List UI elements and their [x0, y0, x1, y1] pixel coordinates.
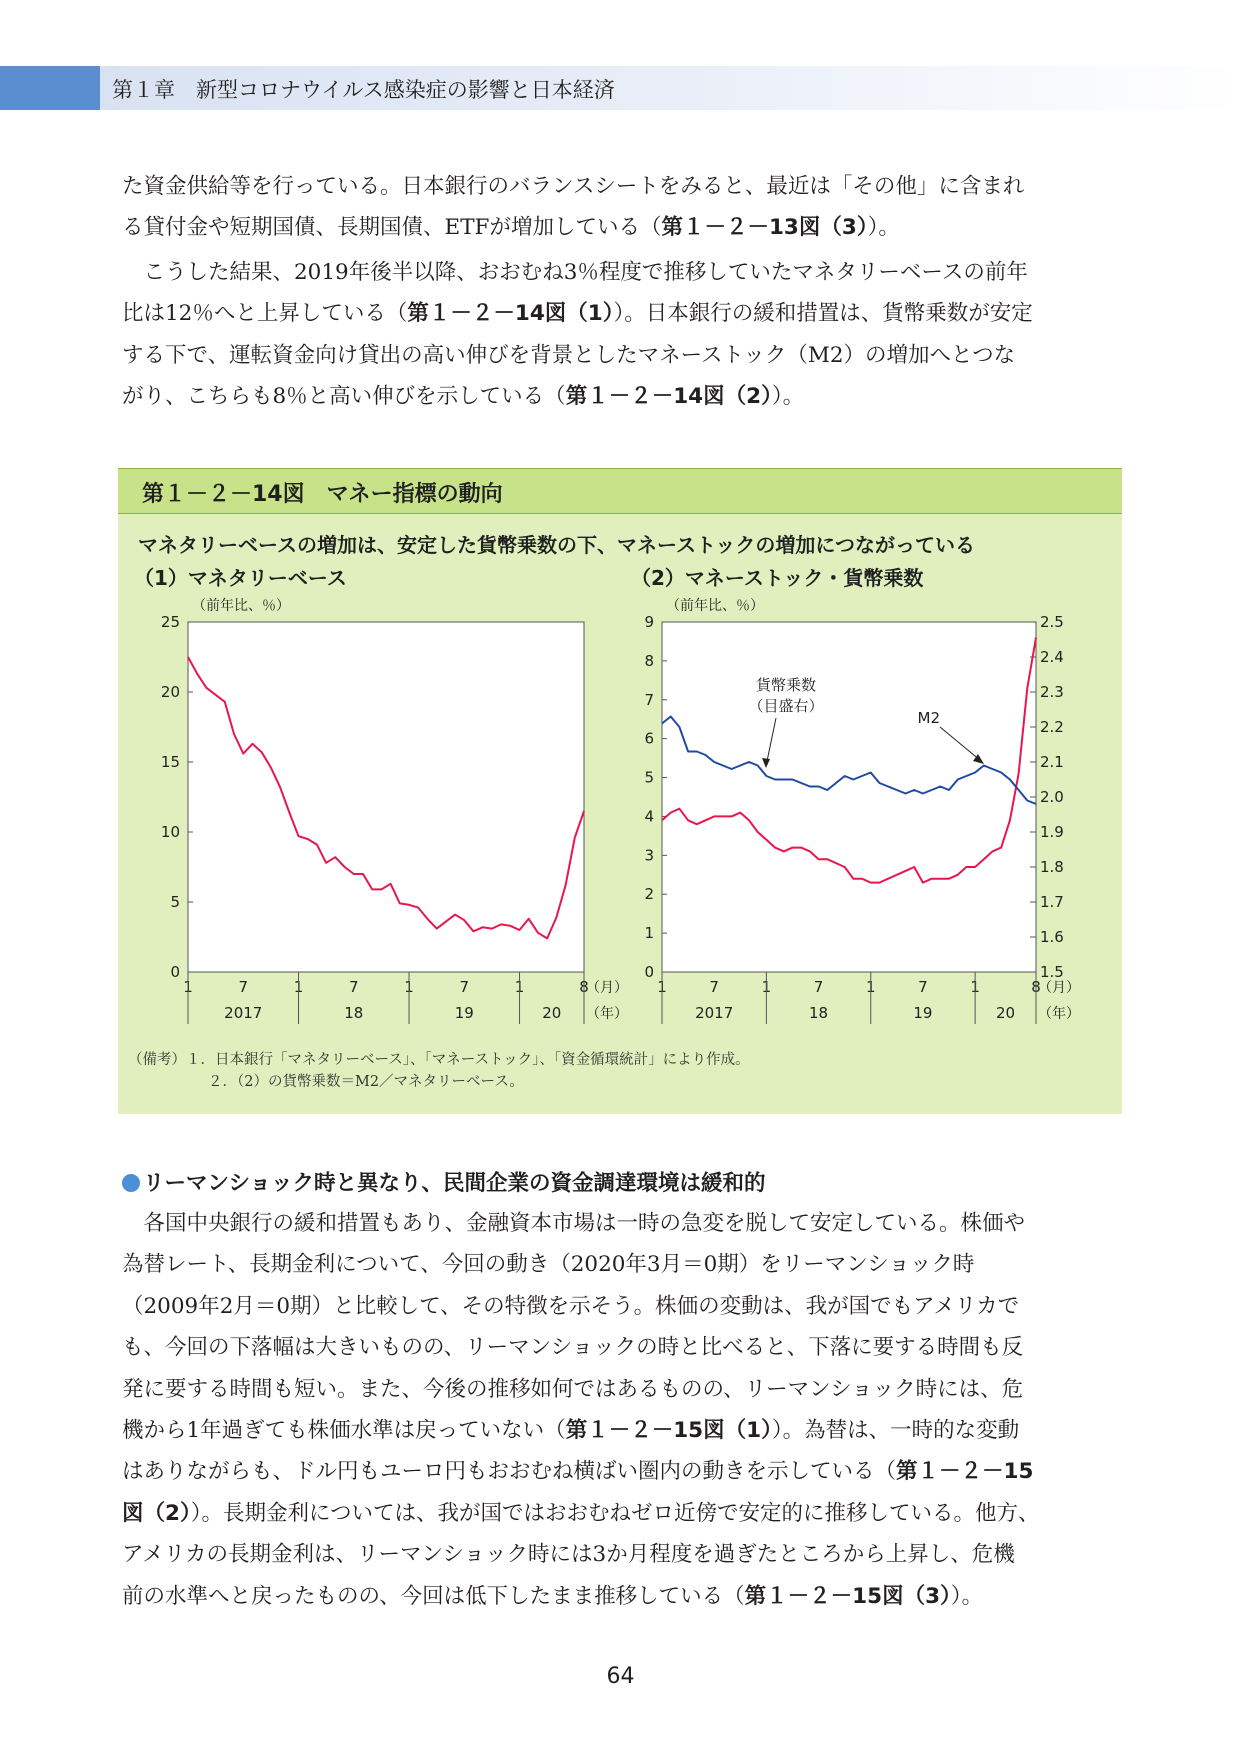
- x-month-label: 7: [348, 978, 359, 996]
- paragraph-3-line-5: 発に要する時間も短い。また、今後の推移如何ではあるものの、リーマンショック時には、危: [122, 1376, 1024, 1402]
- chapter-header-tab: [0, 66, 100, 110]
- y2-tick-label: 2.4: [1040, 648, 1064, 666]
- x-month-unit: （月）: [586, 980, 628, 996]
- chapter-header-title: 第１章 新型コロナウイルス感染症の影響と日本経済: [112, 78, 615, 102]
- x-month-unit: （月）: [1038, 980, 1080, 996]
- x-month-label: 1: [293, 978, 304, 996]
- x-year-label: 2017: [695, 1004, 734, 1022]
- x-year-label: 2017: [224, 1004, 263, 1022]
- figure-title: 第１－２－14図 マネー指標の動向: [142, 482, 503, 507]
- y-tick-label: 1: [644, 924, 654, 943]
- x-year-unit: （年）: [586, 1006, 628, 1022]
- panel-1-title: （1）マネタリーベース: [134, 566, 347, 590]
- paragraph-2-line-2: 比は12％へと上昇している（第１－２－14図（1））。日本銀行の緩和措置は、貨幣乗数が安定: [122, 301, 1033, 327]
- y2-tick-label: 2.3: [1040, 683, 1064, 701]
- y-tick-label: 6: [644, 729, 654, 748]
- y2-tick-label: 1.5: [1040, 963, 1064, 981]
- charts-canvas: [118, 469, 1122, 1114]
- x-month-label: 1: [404, 978, 414, 996]
- x-month-label: 1: [183, 978, 193, 996]
- paragraph-2-line-4: がり、こちらも8％と高い伸びを示している（第１－２－14図（2））。: [122, 384, 805, 410]
- annotation-multiplier-label: 貨幣乗数: [755, 676, 817, 694]
- y-tick-label: 0: [170, 963, 180, 981]
- y-tick-label: 20: [160, 683, 180, 701]
- y-tick-label: 15: [160, 753, 180, 771]
- y2-tick-label: 1.8: [1040, 858, 1064, 876]
- x-month-label: 1: [761, 978, 772, 996]
- figure-reference: 第１－２－14図（2）: [565, 384, 772, 410]
- x-year-label: 18: [809, 1004, 829, 1022]
- x-year-unit: （年）: [1038, 1006, 1080, 1022]
- figure-reference: 第１－２－13図（3）: [661, 215, 868, 241]
- paragraph-3: [122, 1203, 1118, 1617]
- paragraph-1: [122, 166, 1118, 249]
- x-month-label: 1: [657, 978, 667, 996]
- y-tick-label: 0: [644, 963, 654, 981]
- x-month-label: 7: [459, 978, 470, 996]
- notes-line-2: ２．（2）の貨幣乗数＝M2／マネタリーベース。: [208, 1074, 524, 1090]
- y-tick-label: 25: [160, 613, 180, 631]
- y2-tick-label: 1.7: [1040, 893, 1064, 911]
- section-heading-text: リーマンショック時と異なり、民間企業の資金調達環境は緩和的: [143, 1171, 766, 1196]
- paragraph-2: [122, 252, 1118, 418]
- y-tick-label: 8: [644, 651, 654, 670]
- x-month-label: 8: [579, 978, 589, 996]
- paragraph-3-line-7: はありながらも、ドル円もユーロ円もおおむね横ばい圏内の動きを示している（第１－２－15: [122, 1459, 1034, 1485]
- x-month-label: 7: [709, 978, 719, 996]
- x-month-label: 7: [918, 978, 928, 996]
- y-tick-label: 3: [644, 846, 654, 865]
- bullet-icon: [122, 1174, 140, 1192]
- paragraph-3-line-6: 機から1年過ぎても株価水準は戻っていない（第１－２－15図（1））。為替は、一時的な変動: [122, 1418, 1020, 1444]
- y2-tick-label: 2.0: [1040, 788, 1064, 806]
- section-heading: [122, 1166, 766, 1197]
- y2-tick-label: 2.1: [1040, 753, 1064, 771]
- x-month-label: 8: [1031, 978, 1041, 996]
- x-year-label: 19: [454, 1004, 474, 1022]
- y-tick-label: 4: [644, 807, 654, 826]
- x-year-label: 20: [996, 1004, 1016, 1022]
- panel-1-unit: （前年比、％）: [192, 598, 290, 614]
- figure-reference: 第１－２－15図（1）: [565, 1418, 772, 1444]
- y2-tick-label: 1.9: [1040, 823, 1064, 841]
- notes-line-1: （備考）１．日本銀行「マネタリーベース」、「マネーストック」、「資金循環統計」により作成。: [128, 1052, 750, 1068]
- y-tick-label: 2: [644, 885, 654, 904]
- x-year-label: 20: [542, 1004, 562, 1022]
- paragraph-3-line-10: 前の水準へと戻ったものの、今回は低下したまま推移している（第１－２－15図（3））。: [122, 1583, 984, 1609]
- panel-2-title: （2）マネーストック・貨幣乗数: [631, 566, 924, 590]
- x-year-label: 18: [344, 1004, 364, 1022]
- figure-subtitle: マネタリーベースの増加は、安定した貨幣乗数の下、マネーストックの増加につながっている: [138, 533, 975, 557]
- y-tick-label: 10: [160, 823, 180, 841]
- y2-tick-label: 2.5: [1040, 613, 1064, 631]
- paragraph-3-line-3: （2009年2月＝0期）と比較して、その特徴を示そう。株価の変動は、我が国でもアメリカで: [122, 1293, 1020, 1319]
- figure-reference: 図（2）: [122, 1500, 191, 1526]
- y2-tick-label: 1.6: [1040, 928, 1064, 946]
- figure-reference: 第１－２－15図（3）: [744, 1583, 951, 1609]
- figure-box: [118, 468, 1122, 1114]
- paragraph-2-line-3: する下で、運転資金向け貸出の高い伸びを背景としたマネーストック（M2）の増加へとつな: [122, 342, 1016, 368]
- paragraph-3-line-2: 為替レート、長期金利について、今回の動き（2020年3月＝0期）をリーマンショック時: [122, 1252, 975, 1278]
- paragraph-2-line-1: こうした結果、2019年後半以降、おおむね3％程度で推移していたマネタリーベースの前年: [143, 260, 1028, 285]
- figure-reference: 第１－２－14図（1）: [407, 301, 614, 327]
- paragraph-3-line-1: 各国中央銀行の緩和措置もあり、金融資本市場は一時の急変を脱して安定している。株価や: [143, 1211, 1026, 1236]
- page-number: 64: [606, 1664, 635, 1689]
- plot-area-2: [662, 622, 1036, 972]
- paragraph-1-line-2: る貸付金や短期国債、長期国債、ETFが増加している（第１－２－13図（3））。: [122, 215, 900, 241]
- y-tick-label: 9: [644, 613, 654, 631]
- paragraph-3-line-8: 図（2））。長期金利については、我が国ではおおむねゼロ近傍で安定的に推移している。他方、: [122, 1500, 1040, 1526]
- plot-area-1: [188, 622, 584, 972]
- figure-reference: 第１－２－15: [896, 1459, 1034, 1485]
- paragraph-3-line-9: アメリカの長期金利は、リーマンショック時には3か月程度を過ぎたところから上昇し、危機: [122, 1542, 1015, 1568]
- y-tick-label: 5: [170, 893, 180, 911]
- panel-2-unit: （前年比、％）: [666, 598, 764, 614]
- y-tick-label: 5: [644, 768, 654, 787]
- annotation-m2-label: M2: [917, 709, 940, 727]
- x-year-label: 19: [913, 1004, 933, 1022]
- x-month-label: 7: [238, 978, 249, 996]
- paragraph-3-line-4: も、今回の下落幅は大きいものの、リーマンショックの時と比べると、下落に要する時間も反: [122, 1335, 1024, 1361]
- y-tick-label: 7: [644, 690, 654, 709]
- x-month-label: 1: [970, 978, 980, 996]
- paragraph-1-line-1: た資金供給等を行っている。日本銀行のバランスシートをみると、最近は「その他」に含まれ: [122, 174, 1025, 199]
- annotation-multiplier-sub: （目盛右）: [748, 697, 824, 715]
- x-month-label: 1: [865, 978, 876, 996]
- x-month-label: 1: [514, 978, 525, 996]
- y2-tick-label: 2.2: [1040, 718, 1064, 736]
- x-month-label: 7: [813, 978, 824, 996]
